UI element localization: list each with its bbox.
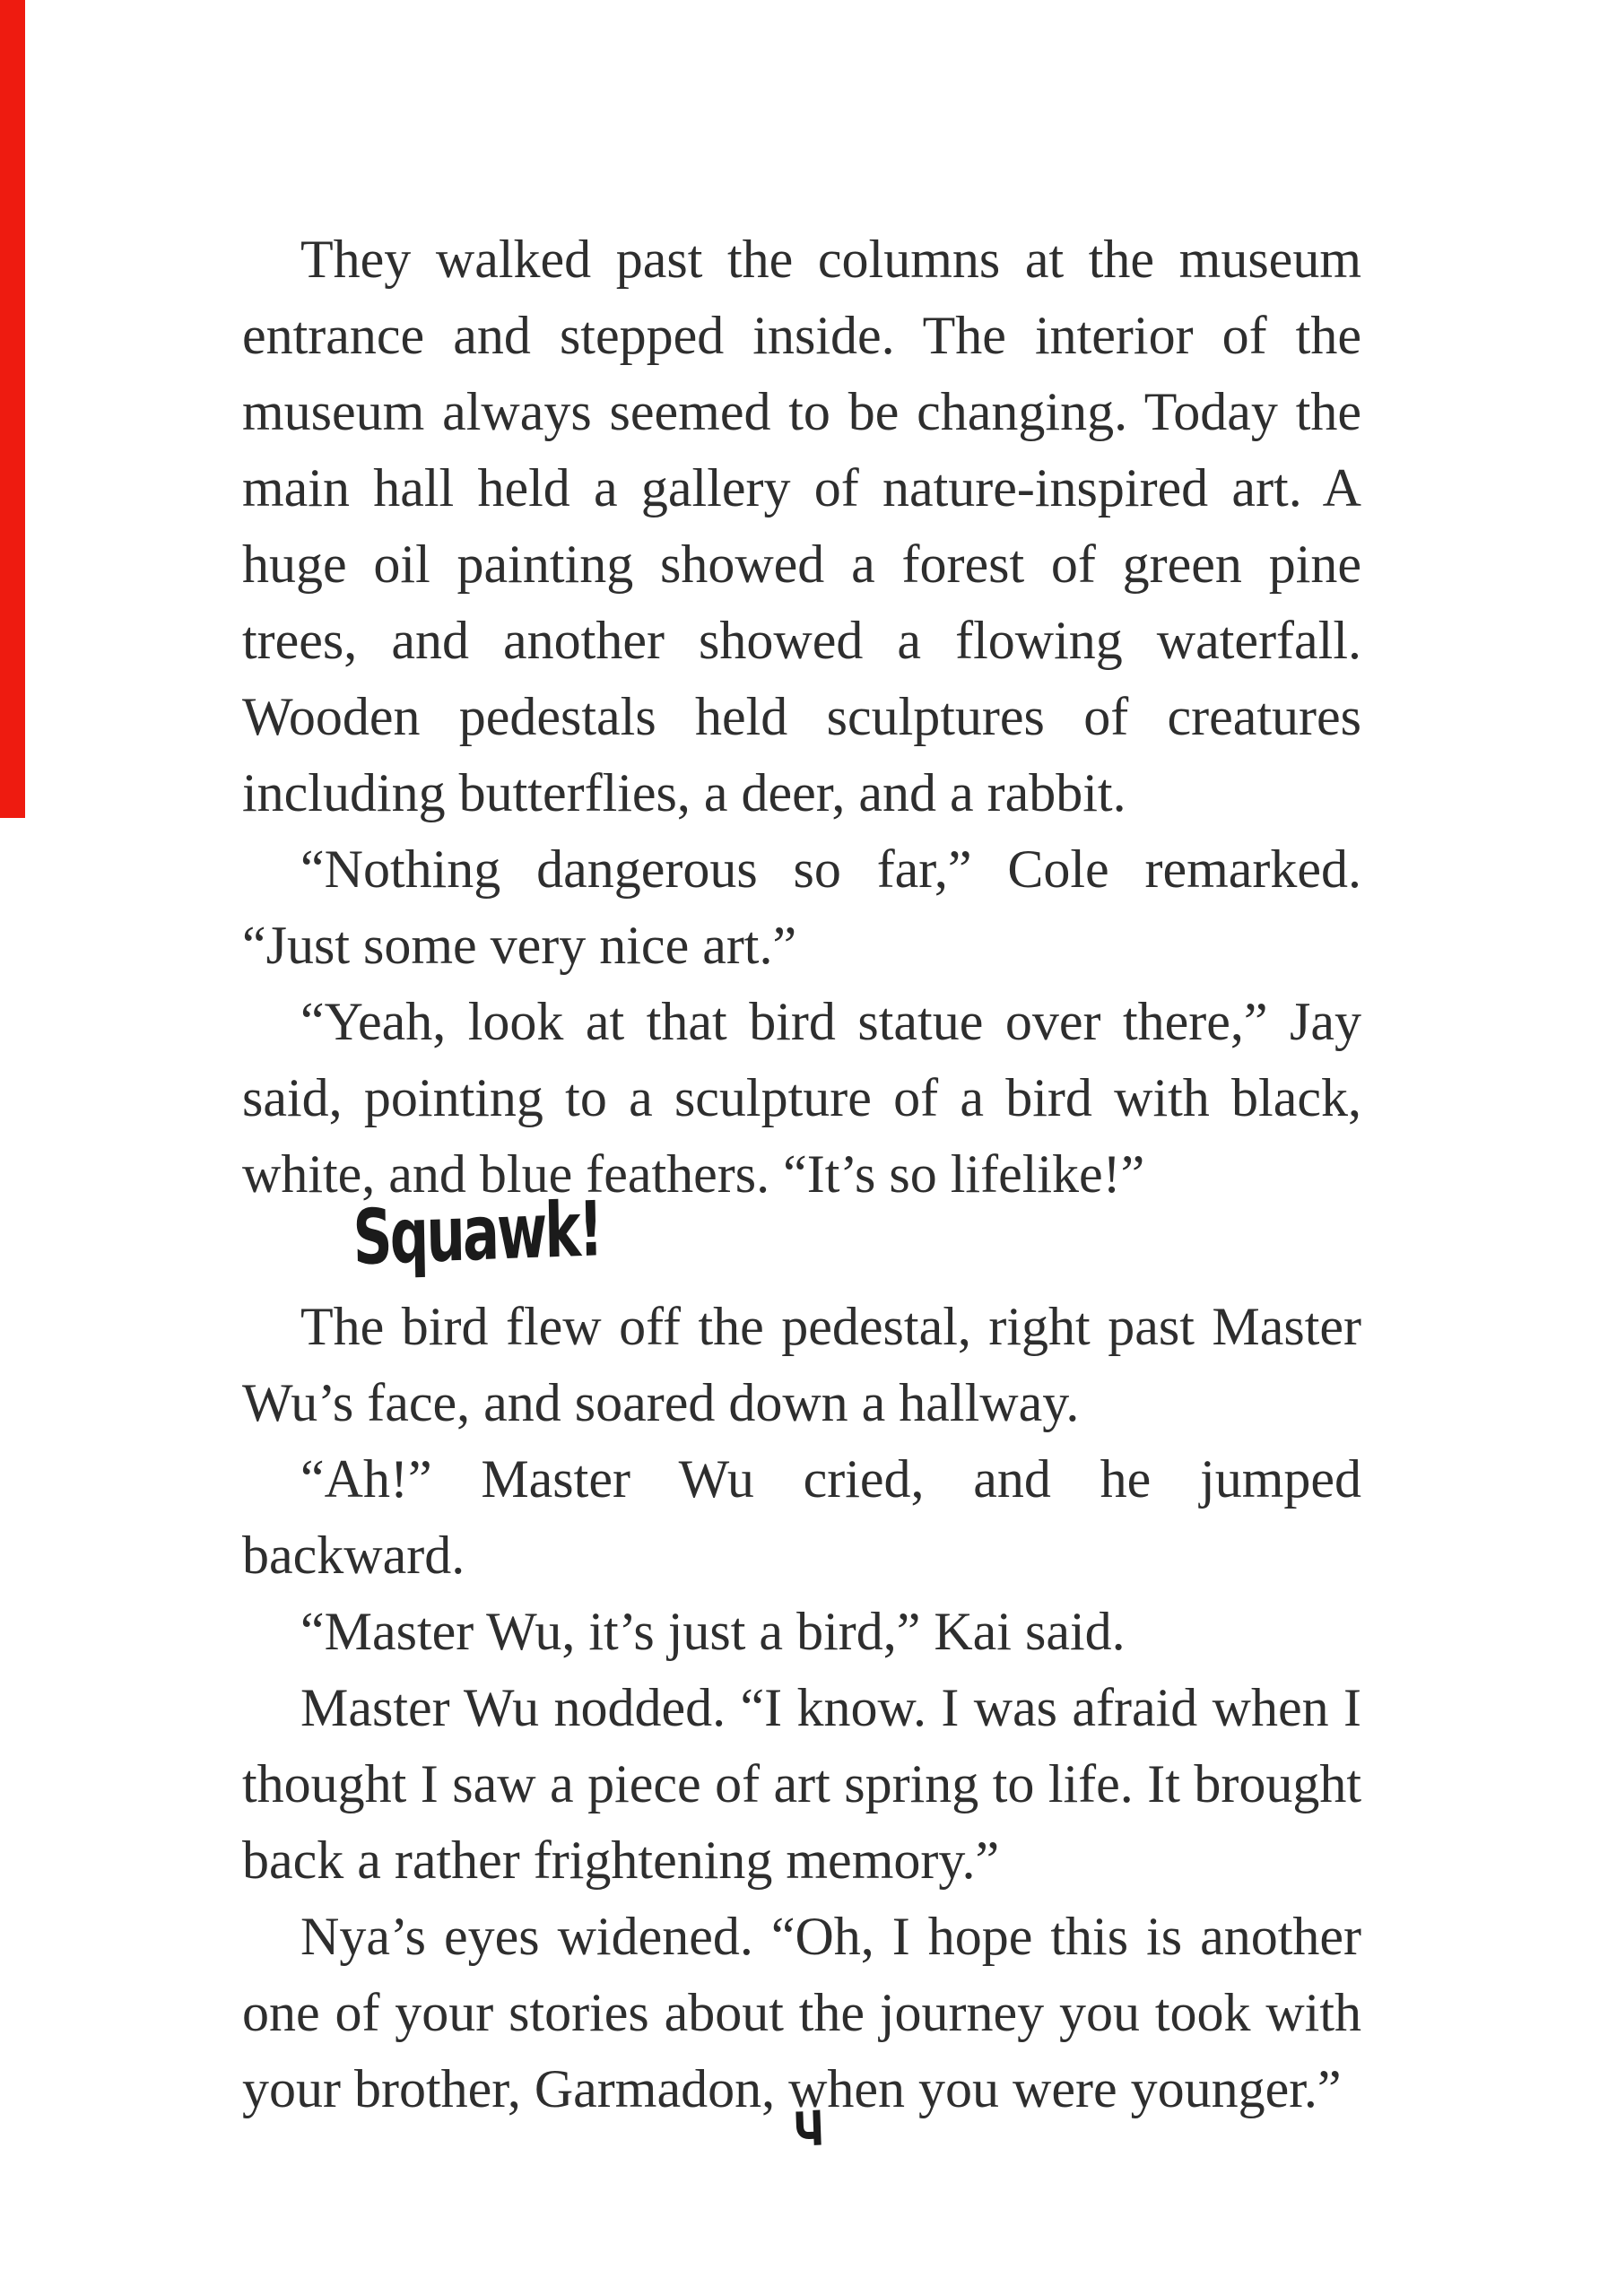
paragraph: “Ah!” Master Wu cried, and he jumped backward. (242, 1449, 1361, 1585)
paragraph: Nya’s eyes widened. “Oh, I hope this is another one of your stories about the journey you took with your brother, Garmadon, when you were younger.” (242, 1907, 1361, 2118)
paragraph: The bird flew off the pedestal, right past Master Wu’s face, and soared down a hallway. (242, 1297, 1361, 1432)
sound-effect-text: Squawk! (352, 1185, 602, 1283)
paragraph: “Nothing dangerous so far,” Cole remarked. “Just some very nice art.” (242, 839, 1361, 975)
paragraph: “Yeah, look at that bird statue over there,” Jay said, pointing to a sculpture of a bird with black, white, and blue feathers. “It’s so lifelike!” (242, 992, 1361, 1204)
page-text (242, 222, 1361, 2127)
paragraph: Master Wu nodded. “I know. I was afraid when I thought I saw a piece of art spring to life. It brought back a rather frightening memory.” (242, 1678, 1361, 1890)
sound-effect-line (242, 1185, 1361, 1289)
page-number (0, 2108, 1617, 2147)
paragraph: “Master Wu, it’s just a bird,” Kai said. (300, 1602, 1126, 1661)
page-number-glyph (792, 2107, 826, 2147)
paragraph: They walked past the columns at the museum entrance and stepped inside. The interior of the museum always seemed to be changing. Today the main hall held a gallery of nature-inspired art. A huge oil painting showed a forest of green pine trees, and another showed a flowing waterfall. Wooden pedestals held sculptures of creatures including butterflies, a deer, and a rabbit. (242, 230, 1361, 822)
red-edge-bar (0, 0, 25, 818)
